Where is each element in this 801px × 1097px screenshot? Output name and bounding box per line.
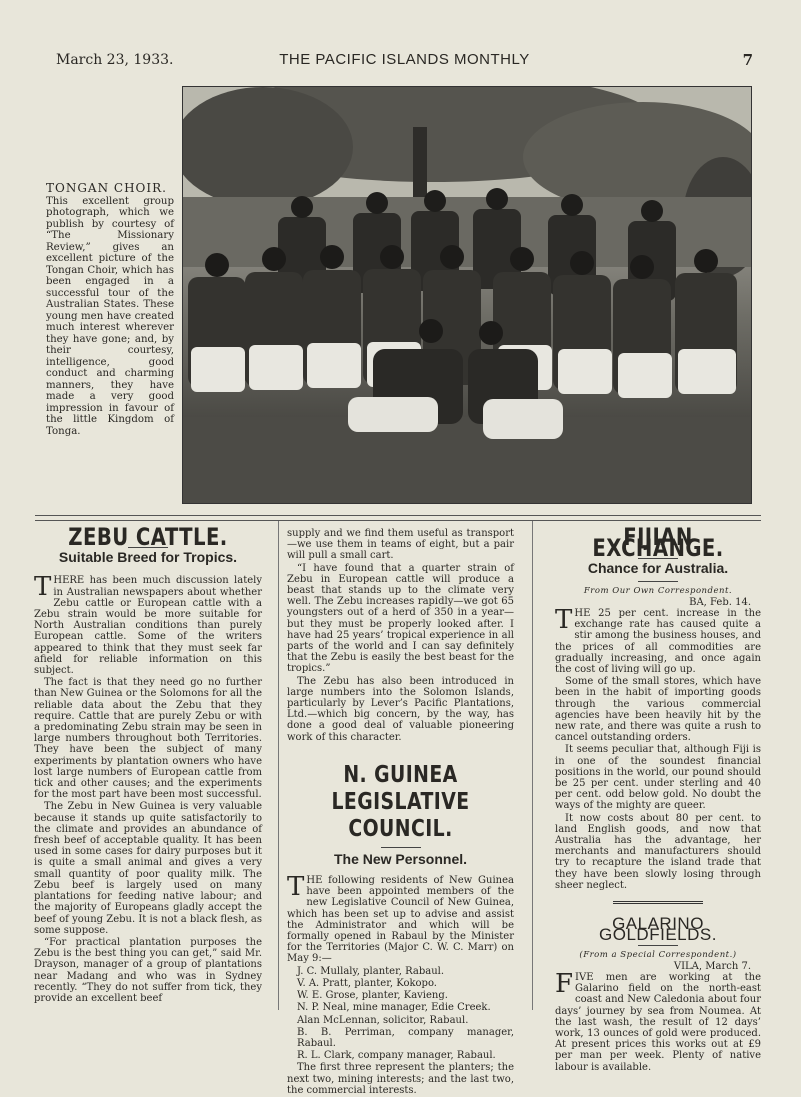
correspondent-line: (From a Special Correspondent.)	[579, 949, 737, 960]
paragraph: The Zebu has also been introduced in large numbers into the Solomon Islands, particularly by Lever’s Pacific Plantations, Ltd.—which big concern, by the way, has done a good deal of valuable pioneering work of this character.	[287, 675, 514, 743]
middle-column	[287, 528, 514, 1097]
paragraph: It now costs about 80 per cent. to land English goods, and now that Australia has the advantage, her merchants and manufacturers should try to recapture the island trade that they have been slowly losing through sheer neglect.	[555, 812, 761, 891]
fijian-subhead: Chance for Australia.	[587, 560, 729, 577]
caption-title: TONGAN CHOIR.	[46, 181, 167, 195]
member-item: J. C. Mullaly, planter, Rabaul.	[297, 965, 445, 977]
member-item: B. B. Perriman, company manager, Rabaul.	[297, 1026, 514, 1049]
paragraph: The fact is that they need go no further than New Guinea or the Solomons for all the reliable data about the Zebu that they require. Cattle that are purely Zebu or with a predominating Zebu strain may be seen in large numbers throughout both Territories. They have been the subject of many experiments by plantation owners who have lost large numbers of European cattle from tick and other causes; and the experiments for the most part have been most successful.	[34, 677, 262, 801]
guinea-headline-line1: N. GUINEA LEGISLATIVE	[331, 761, 470, 815]
member-item: R. L. Clark, company manager, Rabaul.	[297, 1050, 496, 1062]
member-item: V. A. Pratt, planter, Kokopo.	[297, 977, 437, 989]
column-rule	[278, 521, 279, 1010]
paragraph: THE following residents of New Guinea have been appointed members of the new Legislative Council of New Guinea, which has been set up to advise and assist the Administrator and which will be formally opened in Rabaul by the Minister for the Territories (Major C. W. C. Marr) on May 9:—	[287, 872, 514, 965]
column-rule	[532, 521, 533, 1010]
paragraph: It seems peculiar that, although Fiji is in one of the soundest financial positions in the world, our pound should be 25 per cent. under sterling and 40 per cent. odd below gold. No doubt the ways of the mighty are queer.	[555, 744, 761, 812]
zebu-column	[34, 523, 262, 1005]
member-item: Alan McLennan, solicitor, Rabaul.	[297, 1014, 469, 1026]
dateline: VILA, March 7.	[673, 960, 751, 972]
paragraph: supply and we find them useful as transport—we use them in teams of eight, but a pair will pull a small cart.	[287, 528, 514, 562]
zebu-headline: ZEBU CATTLE.	[68, 523, 228, 551]
paragraph: THERE has been much discussion lately in Australian newspapers about whether Zebu cattle or European cattle with a Zebu strain would be more suitable for North Australian conditions than purely European cattle. Some of the writers appeared to think that they must seek far afield for reliable information on this subject.	[34, 572, 262, 677]
section-divider	[35, 515, 761, 521]
page-header	[48, 48, 761, 72]
member-item: W. E. Grose, planter, Kavieng.	[297, 990, 448, 1002]
paragraph: “I have found that a quarter strain of Zebu in European cattle will produce a beast that stands up to the climate very well. The Zebu increases rapidly—we got 65 youngsters out of a herd of 350 in a year—but they must be properly looked after. I have had 25 years’ tropical experience in all parts of the world and I can say definitely that the Zebu is easily the best beast for the tropics.”	[287, 562, 514, 675]
correspondent-line: From Our Own Correspondent.	[583, 585, 733, 596]
divider	[613, 901, 703, 904]
publication-title: THE PACIFIC ISLANDS MONTHLY	[279, 51, 530, 68]
zebu-subhead: Suitable Breed for Tropics.	[58, 549, 238, 566]
photo-caption	[46, 183, 174, 437]
divider	[638, 945, 678, 946]
choir-photo-illustration	[183, 87, 751, 503]
right-column	[555, 523, 761, 1074]
paragraph: The first three represent the planters; the next two, mining interests; and the last two, the commercial interests.	[287, 1062, 514, 1096]
paragraph: The Zebu in New Guinea is very valuable because it stands up quite satisfactorily to the climate and provides an abundance of fresh beef of acceptable quality. It has been used in some cases for dairy purposes but it is quite a small animal and gives a very small quantity of poor quality milk. The Zebu beef is largely used on many plantations for feeding native labour; and the majority of Europeans gladly accept the beef of young Zebu. It is not a black flesh, as some suppose.	[34, 801, 262, 936]
member-item: N. P. Neal, mine manager, Edie Creek.	[297, 1002, 491, 1014]
fijian-headline: FIJIAN EXCHANGE.	[592, 523, 724, 563]
choir-photograph	[182, 86, 752, 504]
page-number: 7	[742, 51, 753, 69]
guinea-subhead: The New Personnel.	[333, 850, 468, 867]
guinea-headline	[307, 762, 493, 843]
issue-date: March 23, 1933.	[56, 52, 174, 68]
divider	[381, 847, 421, 848]
guinea-headline-line2: COUNCIL.	[348, 815, 453, 842]
dateline: BA, Feb. 14.	[689, 596, 751, 608]
paragraph: “For practical plantation purposes the Zebu is the best thing you can get,” said Mr. Drayson, manager of a group of plantations near Madang and who was in Sydney recently. “They do not suffer from tick, they provide an excellent beef	[34, 936, 262, 1004]
paragraph: FIVE men are working at the Galarino field on the north-east coast and New Caledonia about four days’ journey by sea from Noumea. At the last wash, the result of 12 days’ work, 13 ounces of gold were produced. At present prices this works out at £9 per man per week. Plenty of native labour is available.	[555, 968, 761, 1073]
caption-text: This excellent group photograph, which we publish by courtesy of “The Missionary Review,” gives an excellent picture of the Tongan Choir, which has been engaged in a successful tour of the Australian States. These young men have created much interest wherever they have gone; and, by their courtesy, intelligence, good conduct and charming manners, they have made a very good impression in favour of the little Kingdom of Tonga.	[46, 195, 174, 437]
paragraph: THE 25 per cent. increase in the exchange rate has caused quite a stir among the business houses, and the prices of all commodities are gradually increasing, and once again the cost of living will go up.	[555, 605, 761, 676]
galarino-headline: GALARINO GOLDFIELDS.	[599, 914, 717, 945]
paragraph: Some of the small stores, which have been in the habit of importing goods through the various commercial agencies have been heavily hit by the new rate, and there was quite a rush to cancel outstanding orders.	[555, 676, 761, 744]
divider	[638, 581, 678, 582]
